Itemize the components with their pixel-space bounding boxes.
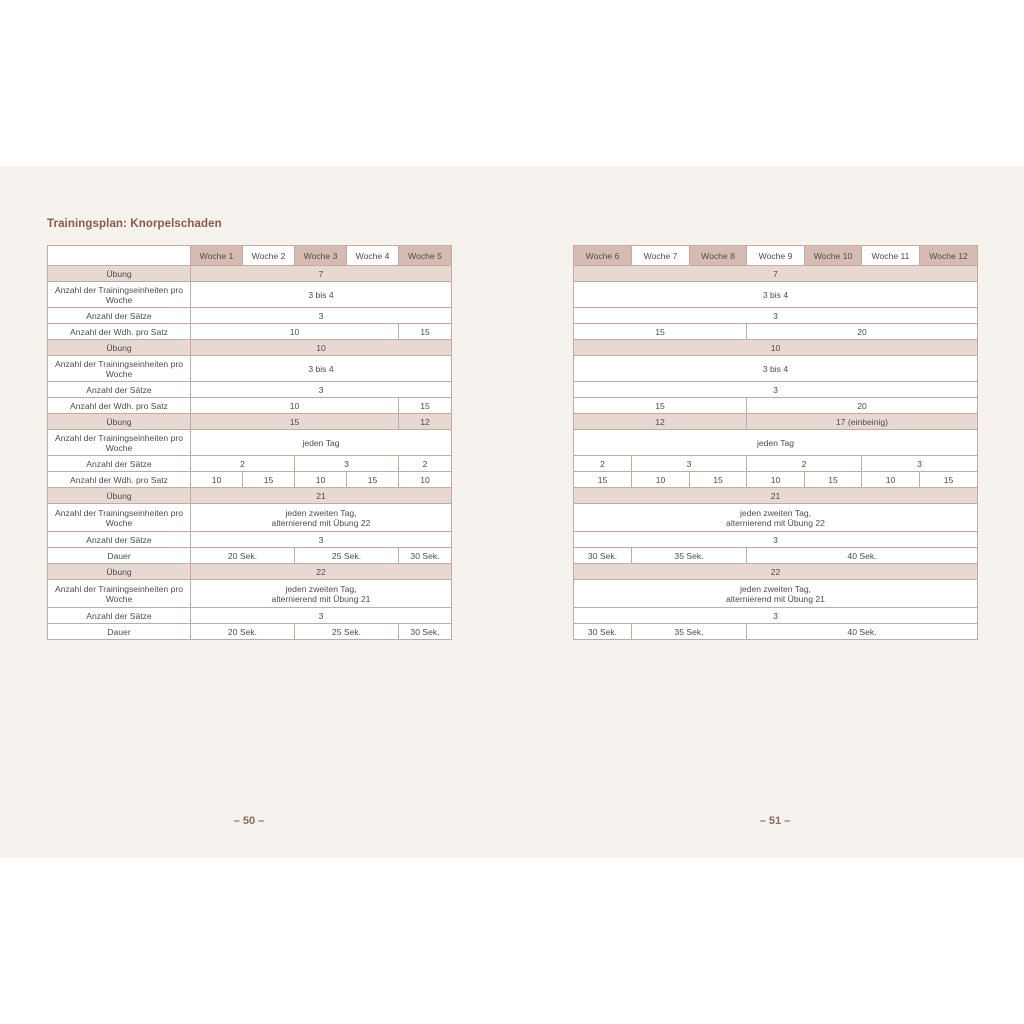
- cell-value: 30 Sek.: [574, 624, 632, 640]
- cell-value: 2: [399, 456, 452, 472]
- cell-value: 15: [574, 324, 747, 340]
- cell-value: 10: [399, 472, 452, 488]
- cell-value: 3: [574, 532, 978, 548]
- cell-value: 40 Sek.: [747, 624, 978, 640]
- row-label: Übung: [48, 266, 191, 282]
- cell-value: [574, 504, 978, 532]
- cell-line: jeden zweiten Tag,: [739, 583, 812, 594]
- row-label: Anzahl der Wdh. pro Satz: [48, 398, 191, 414]
- cell-value: 2: [191, 456, 295, 472]
- exercise-row: [48, 266, 452, 282]
- week-header: Woche 1: [191, 246, 243, 266]
- cell-value: 3: [295, 456, 399, 472]
- table-row: [574, 324, 978, 340]
- cell-value: [191, 504, 452, 532]
- exercise-number: 17 (einbeinig): [747, 414, 978, 430]
- exercise-row: [574, 414, 978, 430]
- week-header: Woche 8: [690, 246, 747, 266]
- cell-value: 3 bis 4: [574, 282, 978, 308]
- cell-value: [574, 580, 978, 608]
- week-header: Woche 6: [574, 246, 632, 266]
- cell-value: 20 Sek.: [191, 624, 295, 640]
- week-header: Woche 7: [632, 246, 690, 266]
- row-label: Anzahl der Trainingseinheiten pro Woche: [48, 282, 191, 308]
- row-label: Übung: [48, 414, 191, 430]
- table-row: [574, 472, 978, 488]
- exercise-number: 22: [191, 564, 452, 580]
- table-row: [48, 456, 452, 472]
- table-header-row: [574, 246, 978, 266]
- cell-value: 3: [191, 608, 452, 624]
- cell-value: 10: [862, 472, 920, 488]
- cell-line: alternierend mit Übung 22: [726, 517, 825, 528]
- row-label: Anzahl der Trainingseinheiten pro Woche: [48, 504, 191, 532]
- cell-value: 15: [574, 398, 747, 414]
- exercise-row: [48, 414, 452, 430]
- exercise-row: [574, 340, 978, 356]
- cell-value: 15: [805, 472, 862, 488]
- cell-value: jeden Tag: [191, 430, 452, 456]
- exercise-number: 7: [574, 266, 978, 282]
- training-table-weeks-6-12: [573, 245, 978, 640]
- cell-value: 25 Sek.: [295, 624, 399, 640]
- exercise-number: 10: [191, 340, 452, 356]
- exercise-number: 15: [191, 414, 399, 430]
- table-row: [574, 532, 978, 548]
- cell-value: 2: [574, 456, 632, 472]
- cell-value: 35 Sek.: [632, 548, 747, 564]
- cell-value: 15: [920, 472, 978, 488]
- table-row: [574, 430, 978, 456]
- week-header: Woche 11: [862, 246, 920, 266]
- exercise-row: [574, 266, 978, 282]
- cell-value: 3: [862, 456, 978, 472]
- row-label: Anzahl der Wdh. pro Satz: [48, 472, 191, 488]
- table-row: [48, 472, 452, 488]
- table-row: [574, 456, 978, 472]
- row-label: Anzahl der Sätze: [48, 608, 191, 624]
- week-header: Woche 3: [295, 246, 347, 266]
- cell-value: 15: [690, 472, 747, 488]
- cell-line: jeden zweiten Tag,: [285, 583, 357, 594]
- cell-value: 15: [399, 324, 452, 340]
- row-label: Anzahl der Trainingseinheiten pro Woche: [48, 430, 191, 456]
- table-row: [48, 398, 452, 414]
- exercise-number: 12: [399, 414, 452, 430]
- row-label: Dauer: [48, 624, 191, 640]
- page-number-right: – 51 –: [759, 815, 791, 827]
- table-row: [574, 608, 978, 624]
- table-row: [48, 382, 452, 398]
- cell-line: jeden zweiten Tag,: [739, 507, 812, 518]
- cell-value: 3: [191, 382, 452, 398]
- page-number-left: – 50 –: [233, 815, 265, 827]
- cell-value: 3: [632, 456, 747, 472]
- cell-value: 15: [574, 472, 632, 488]
- table-row: [48, 548, 452, 564]
- table-row: [48, 356, 452, 382]
- row-label: Anzahl der Sätze: [48, 456, 191, 472]
- exercise-row: [48, 564, 452, 580]
- table-header-row: [48, 246, 452, 266]
- cell-value: 3: [574, 308, 978, 324]
- week-header: Woche 12: [920, 246, 978, 266]
- table-row: [48, 624, 452, 640]
- week-header: Woche 9: [747, 246, 805, 266]
- cell-value: 10: [295, 472, 347, 488]
- table-row: [574, 308, 978, 324]
- cell-value: 10: [191, 472, 243, 488]
- header-blank-cell: [48, 246, 191, 266]
- exercise-number: 10: [574, 340, 978, 356]
- row-label: Anzahl der Trainingseinheiten pro Woche: [48, 580, 191, 608]
- cell-value: 2: [747, 456, 862, 472]
- cell-value: 15: [347, 472, 399, 488]
- cell-value: 3 bis 4: [191, 356, 452, 382]
- cell-value: jeden Tag: [574, 430, 978, 456]
- cell-value: 10: [191, 324, 399, 340]
- cell-value: 10: [191, 398, 399, 414]
- row-label: Übung: [48, 340, 191, 356]
- row-label: Dauer: [48, 548, 191, 564]
- cell-value: 25 Sek.: [295, 548, 399, 564]
- week-header: Woche 4: [347, 246, 399, 266]
- table-row: [574, 624, 978, 640]
- page-title: Trainingsplan: Knorpelschaden: [47, 218, 222, 230]
- cell-value: 30 Sek.: [399, 548, 452, 564]
- cell-value: 15: [243, 472, 295, 488]
- exercise-row: [574, 564, 978, 580]
- week-header: Woche 10: [805, 246, 862, 266]
- table-row: [574, 504, 978, 532]
- cell-value: 10: [632, 472, 690, 488]
- table-row: [48, 282, 452, 308]
- exercise-number: 12: [574, 414, 747, 430]
- cell-value: [191, 580, 452, 608]
- cell-line: jeden zweiten Tag,: [285, 507, 357, 518]
- table-row: [574, 282, 978, 308]
- cell-value: 3 bis 4: [191, 282, 452, 308]
- table-row: [48, 324, 452, 340]
- row-label: Übung: [48, 564, 191, 580]
- cell-value: 3 bis 4: [574, 356, 978, 382]
- table-row: [48, 608, 452, 624]
- cell-line: alternierend mit Übung 22: [271, 517, 371, 528]
- row-label: Anzahl der Trainingseinheiten pro Woche: [48, 356, 191, 382]
- cell-line: alternierend mit Übung 21: [271, 593, 371, 604]
- week-header: Woche 2: [243, 246, 295, 266]
- week-header: Woche 5: [399, 246, 452, 266]
- exercise-row: [48, 340, 452, 356]
- row-label: Anzahl der Sätze: [48, 382, 191, 398]
- table-row: [574, 398, 978, 414]
- cell-value: 10: [747, 472, 805, 488]
- table-row: [574, 382, 978, 398]
- cell-value: 15: [399, 398, 452, 414]
- exercise-row: [48, 488, 452, 504]
- cell-value: 35 Sek.: [632, 624, 747, 640]
- row-label: Übung: [48, 488, 191, 504]
- exercise-number: 22: [574, 564, 978, 580]
- training-table-weeks-1-5: [47, 245, 452, 640]
- cell-line: alternierend mit Übung 21: [726, 593, 825, 604]
- cell-value: 3: [574, 608, 978, 624]
- cell-value: 30 Sek.: [574, 548, 632, 564]
- cell-value: 3: [191, 532, 452, 548]
- cell-value: 3: [574, 382, 978, 398]
- exercise-number: 21: [191, 488, 452, 504]
- row-label: Anzahl der Wdh. pro Satz: [48, 324, 191, 340]
- table-row: [48, 430, 452, 456]
- table-row: [48, 308, 452, 324]
- table-row: [574, 580, 978, 608]
- cell-value: 20: [747, 324, 978, 340]
- exercise-row: [574, 488, 978, 504]
- row-label: Anzahl der Sätze: [48, 532, 191, 548]
- cell-value: 3: [191, 308, 452, 324]
- table-row: [574, 356, 978, 382]
- table-row: [48, 504, 452, 532]
- row-label: Anzahl der Sätze: [48, 308, 191, 324]
- cell-value: 30 Sek.: [399, 624, 452, 640]
- cell-value: 20: [747, 398, 978, 414]
- table-row: [48, 580, 452, 608]
- cell-value: 40 Sek.: [747, 548, 978, 564]
- table-row: [48, 532, 452, 548]
- exercise-number: 7: [191, 266, 452, 282]
- table-row: [574, 548, 978, 564]
- exercise-number: 21: [574, 488, 978, 504]
- cell-value: 20 Sek.: [191, 548, 295, 564]
